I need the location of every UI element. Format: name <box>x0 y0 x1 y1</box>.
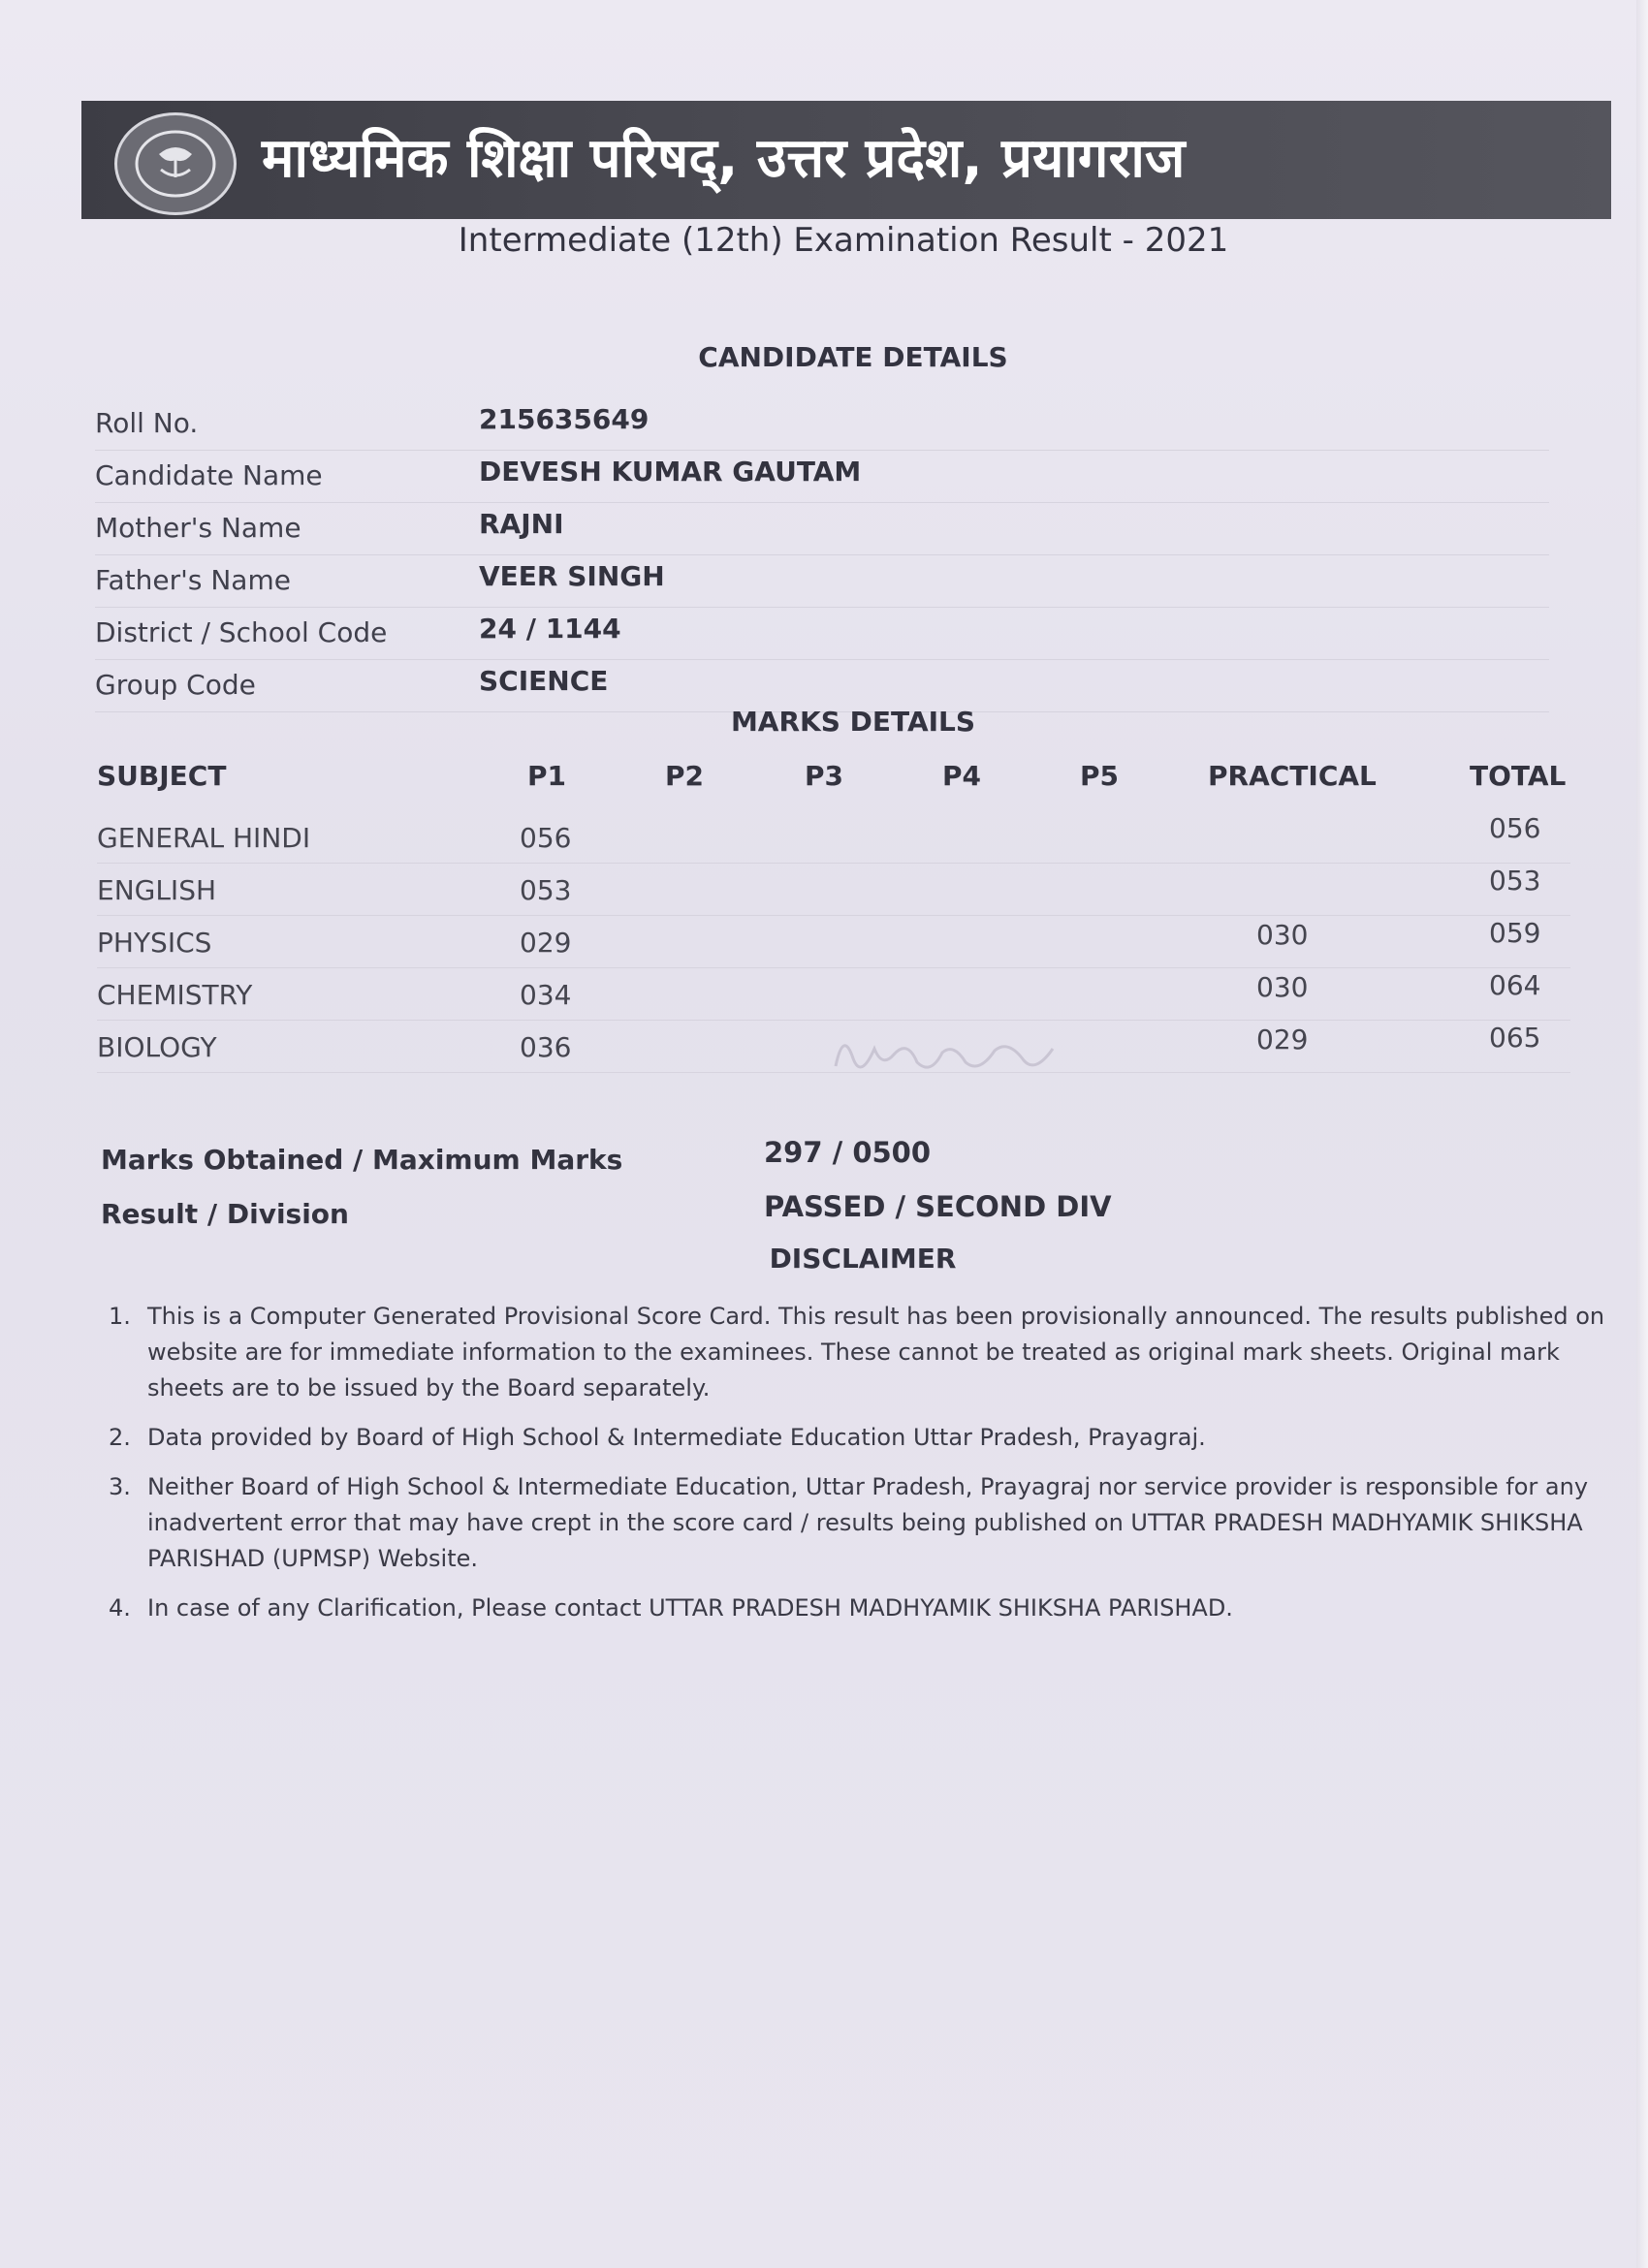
candidate-row <box>95 504 1549 555</box>
candidate-details-heading: CANDIDATE DETAILS <box>698 341 1008 373</box>
p1-cell: 034 <box>520 979 572 1011</box>
total-cell: 056 <box>1489 812 1541 844</box>
subject-cell: ENGLISH <box>97 874 217 906</box>
marks-details-heading: MARKS DETAILS <box>730 706 976 738</box>
candidate-row <box>95 452 1549 503</box>
disclaimer-list <box>109 1299 1617 1640</box>
subject-cell: CHEMISTRY <box>97 979 253 1011</box>
subject-cell: GENERAL HINDI <box>97 822 311 854</box>
total-cell: 065 <box>1489 1022 1541 1054</box>
disclaimer-item <box>109 1469 1617 1577</box>
col-p4: P4 <box>942 760 982 792</box>
practical-cell: 030 <box>1256 971 1309 1003</box>
col-p1: P1 <box>527 760 567 792</box>
candidate-field-label: District / School Code <box>95 616 388 648</box>
col-total: TOTAL <box>1470 760 1567 792</box>
board-title-hindi: माध्यमिक शिक्षा परिषद्, उत्तर प्रदेश, प्रयागराज <box>262 127 1186 190</box>
candidate-field-label: Roll No. <box>95 407 199 439</box>
marks-row <box>97 967 1570 1021</box>
disclaimer-number: 2. <box>109 1424 131 1451</box>
marks-row <box>97 863 1570 916</box>
up-emblem-logo <box>114 112 237 215</box>
col-subject: SUBJECT <box>97 760 227 792</box>
candidate-field-value: DEVESH KUMAR GAUTAM <box>479 456 862 488</box>
p1-cell: 053 <box>520 874 572 906</box>
result-division-value: PASSED / SECOND DIV <box>764 1190 1112 1223</box>
col-p2: P2 <box>665 760 705 792</box>
col-p3: P3 <box>805 760 844 792</box>
marks-table-header <box>97 756 1570 804</box>
candidate-field-value: 215635649 <box>479 403 650 435</box>
marks-obtained-row <box>101 1136 1555 1188</box>
col-practical: PRACTICAL <box>1208 760 1377 792</box>
total-cell: 053 <box>1489 865 1541 897</box>
disclaimer-item <box>109 1420 1617 1456</box>
total-cell: 059 <box>1489 917 1541 949</box>
p1-cell: 056 <box>520 822 572 854</box>
practical-cell: 030 <box>1256 919 1309 951</box>
disclaimer-text: Neither Board of High School & Intermediate Education, Uttar Pradesh, Prayagraj nor service provider is responsible for any inadvertent error that may have crept in the score card / results being published on UTTAR PRADESH MADHYAMIK SHIKSHA PARISHAD (UPMSP) Website. <box>147 1473 1589 1572</box>
candidate-field-value: 24 / 1144 <box>479 613 621 645</box>
practical-cell: 029 <box>1256 1024 1309 1055</box>
paper-edge <box>1636 0 1648 2268</box>
candidate-field-value: VEER SINGH <box>479 560 665 592</box>
marks-obtained-value: 297 / 0500 <box>764 1136 932 1169</box>
p1-cell: 029 <box>520 927 572 959</box>
total-cell: 064 <box>1489 969 1541 1001</box>
candidate-row <box>95 556 1549 608</box>
disclaimer-text: This is a Computer Generated Provisional Score Card. This result has been provisionally announced. The results published on website are for immediate information to the examinees. These cannot be treated as original mark sheets. Original mark sheets are to be issued by the Board separately. <box>147 1303 1605 1402</box>
disclaimer-text: In case of any Clarification, Please contact UTTAR PRADESH MADHYAMIK SHIKSHA PARISHAD. <box>147 1594 1233 1622</box>
candidate-field-value: SCIENCE <box>479 665 609 697</box>
result-division-row <box>101 1190 1555 1243</box>
candidate-row <box>95 399 1549 451</box>
result-division-label: Result / Division <box>101 1198 349 1230</box>
marks-row <box>97 810 1570 864</box>
p1-cell: 036 <box>520 1031 572 1063</box>
disclaimer-heading: DISCLAIMER <box>769 1243 957 1275</box>
subject-cell: BIOLOGY <box>97 1031 217 1063</box>
disclaimer-number: 4. <box>109 1594 131 1622</box>
disclaimer-item <box>109 1299 1617 1406</box>
candidate-field-value: RAJNI <box>479 508 564 540</box>
subject-cell: PHYSICS <box>97 927 212 959</box>
marks-obtained-label: Marks Obtained / Maximum Marks <box>101 1144 623 1176</box>
col-p5: P5 <box>1080 760 1120 792</box>
disclaimer-number: 3. <box>109 1473 131 1500</box>
emblem-icon <box>132 127 219 201</box>
disclaimer-text: Data provided by Board of High School & Intermediate Education Uttar Pradesh, Prayagraj. <box>147 1424 1206 1451</box>
disclaimer-item <box>109 1591 1617 1626</box>
handwritten-signature <box>824 1020 1066 1087</box>
disclaimer-number: 1. <box>109 1303 131 1330</box>
candidate-field-label: Mother's Name <box>95 512 301 544</box>
candidate-field-label: Candidate Name <box>95 459 323 491</box>
candidate-field-label: Group Code <box>95 669 256 701</box>
marks-row <box>97 915 1570 968</box>
exam-title: Intermediate (12th) Examination Result - 2021 <box>458 221 1229 260</box>
candidate-field-label: Father's Name <box>95 564 291 596</box>
candidate-row <box>95 609 1549 660</box>
